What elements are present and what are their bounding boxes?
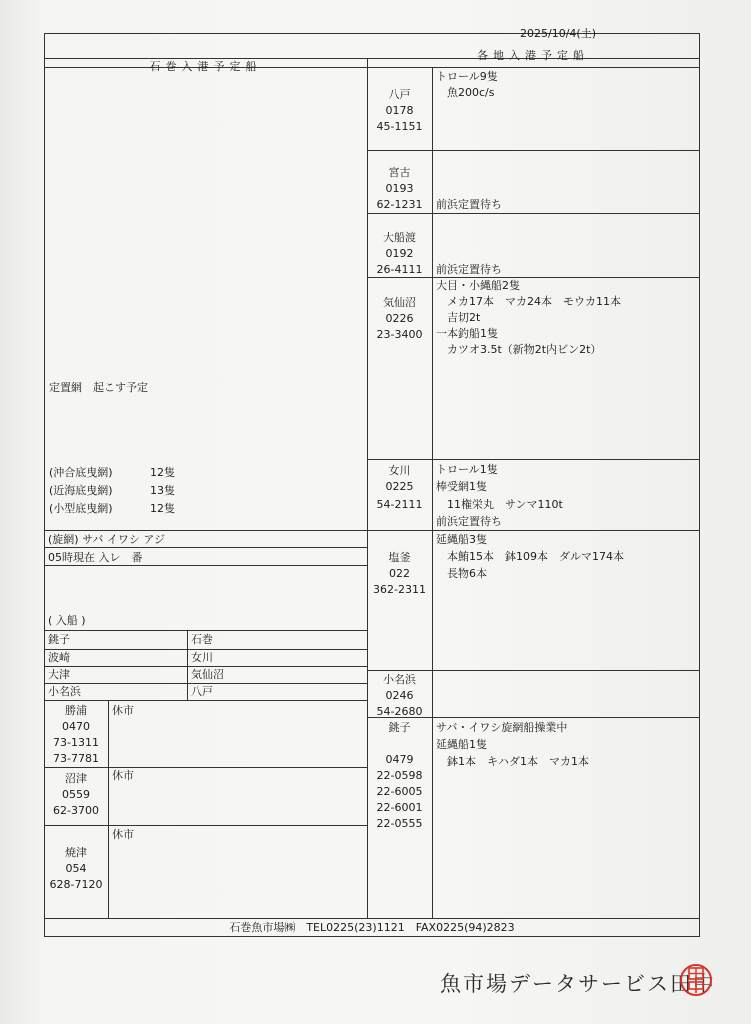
port-tel: 362-2311 — [373, 583, 426, 596]
trawl-count: 12隻 — [150, 502, 175, 515]
trawl-label: (小型底曳網) — [49, 502, 113, 515]
port-name: 宮古 — [388, 166, 411, 179]
trawl-count: 12隻 — [150, 466, 175, 479]
closed-status: 休市 — [112, 769, 134, 782]
catch-line: トロール1隻 — [436, 463, 498, 476]
port-cell: 大津 — [48, 668, 70, 681]
port-tel: 26-4111 — [376, 263, 423, 276]
closed-port-tel: 054 — [65, 862, 87, 875]
closed-port-name: 沼津 — [65, 772, 87, 785]
port-tel: 0192 — [385, 247, 414, 260]
catch-line: 一本釣船1隻 — [436, 327, 498, 340]
port-tel: 0193 — [385, 182, 414, 195]
closed-port-name: 勝浦 — [65, 704, 87, 717]
catch-line: トロール9隻 — [436, 70, 498, 83]
tanaka-seal-stamp — [679, 963, 713, 997]
port-cell: 石巻 — [191, 633, 213, 646]
header-other-ports: 各地入港予定船 — [477, 49, 589, 62]
rule — [367, 530, 699, 531]
footer-contact: 石巻魚市場㈱ TEL0225(23)1121 FAX0225(94)2823 — [229, 921, 515, 934]
port-tel: 0246 — [385, 689, 414, 702]
port-name: 塩釜 — [388, 551, 411, 564]
catch-line: 前浜定置待ち — [436, 515, 502, 528]
rule — [44, 936, 700, 937]
port-tel: 23-3400 — [376, 328, 423, 341]
rule — [108, 700, 109, 918]
port-name: 小名浜 — [383, 673, 416, 686]
rule — [367, 150, 699, 151]
port-tel: 22-0598 — [376, 769, 423, 782]
catch-line: 長物6本 — [436, 567, 487, 580]
rule — [699, 33, 700, 937]
catch-line: 延縄船1隻 — [436, 738, 487, 751]
closed-port-tel: 0559 — [62, 788, 90, 801]
rule — [44, 530, 367, 531]
port-tel: 54-2111 — [376, 498, 423, 511]
catch-line: 魚200c/s — [436, 86, 495, 99]
closed-port-tel: 73-1311 — [53, 736, 99, 749]
catch-line: 大目・小縄船2隻 — [436, 279, 520, 292]
catch-line: 棒受網1隻 — [436, 480, 487, 493]
trawl-label: (沖合底曳網) — [49, 466, 113, 479]
port-cell: 銚子 — [48, 633, 70, 646]
trawl-label: (近海底曳網) — [49, 484, 113, 497]
trawl-count: 13隻 — [150, 484, 175, 497]
rule — [44, 649, 367, 650]
catch-line: 延縄船3隻 — [436, 533, 487, 546]
port-name: 大船渡 — [383, 231, 416, 244]
port-cell: 女川 — [191, 651, 213, 664]
rule — [44, 666, 367, 667]
rule — [187, 630, 188, 700]
rule — [44, 767, 367, 768]
header-ishinomaki: 石巻入港予定船 — [149, 60, 262, 73]
report-date: 2025/10/4(土) — [520, 27, 596, 40]
port-tel: 0225 — [385, 480, 414, 493]
rule — [44, 825, 367, 826]
rule — [44, 700, 367, 701]
closed-port-tel: 628-7120 — [49, 878, 103, 891]
rule — [432, 67, 433, 919]
rule — [44, 33, 45, 937]
closed-status: 休市 — [112, 704, 134, 717]
catch-line: 本鮪15本 鉢109本 ダルマ174本 — [436, 550, 624, 563]
catch-line: 鉢1本 キハダ1本 マカ1本 — [436, 755, 589, 768]
port-tel: 22-6001 — [376, 801, 423, 814]
port-tel: 0479 — [385, 753, 414, 766]
rule — [44, 547, 367, 548]
port-cell: 小名浜 — [48, 685, 81, 698]
closed-status: 休市 — [112, 828, 134, 841]
port-tel: 54-2680 — [376, 705, 423, 718]
rule — [44, 33, 700, 34]
port-name: 銚子 — [388, 721, 411, 734]
closed-port-tel: 0470 — [62, 720, 90, 733]
rule — [44, 630, 367, 631]
port-name: 八戸 — [388, 88, 411, 101]
closed-port-tel: 62-3700 — [53, 804, 99, 817]
port-name: 気仙沼 — [383, 296, 416, 309]
catch-line: メカ17本 マカ24本 モウカ11本 — [436, 295, 621, 308]
port-tel: 22-6005 — [376, 785, 423, 798]
catch-line: 前浜定置待ち — [436, 198, 502, 211]
port-name: 女川 — [388, 464, 411, 477]
port-tel: 0178 — [385, 104, 414, 117]
teichi-note: 定置網 起こす予定 — [49, 381, 148, 394]
rule — [367, 277, 699, 278]
rule — [367, 670, 699, 671]
closed-port-tel: 73-7781 — [53, 752, 99, 765]
catch-line: カツオ3.5t（新物2t内ビン2t） — [436, 343, 602, 356]
port-tel: 0226 — [385, 312, 414, 325]
catch-line: サバ・イワシ旋網船操業中 — [436, 721, 568, 734]
rule — [44, 683, 367, 684]
catch-line: 前浜定置待ち — [436, 263, 502, 276]
catch-line: 吉切2t — [436, 311, 481, 324]
nyusen-title: ( 入船 ) — [48, 614, 86, 627]
port-tel: 62-1231 — [376, 198, 423, 211]
port-cell: 八戸 — [191, 685, 213, 698]
catch-line: 11権栄丸 サンマ110t — [436, 498, 563, 511]
genzai-line: 05時現在 入レ 番 — [48, 551, 143, 564]
port-tel: 022 — [389, 567, 410, 580]
rule — [367, 213, 699, 214]
rule — [44, 565, 367, 566]
makiami-line: (旋網) サバ イワシ アジ — [48, 533, 165, 546]
port-cell: 波崎 — [48, 651, 70, 664]
port-cell: 気仙沼 — [191, 668, 224, 681]
rule — [44, 918, 700, 919]
closed-port-name: 焼津 — [65, 846, 87, 859]
port-tel: 22-0555 — [376, 817, 423, 830]
rule — [367, 459, 699, 460]
signature: 魚市場データサービス田中 — [440, 972, 716, 996]
port-tel: 45-1151 — [376, 120, 423, 133]
